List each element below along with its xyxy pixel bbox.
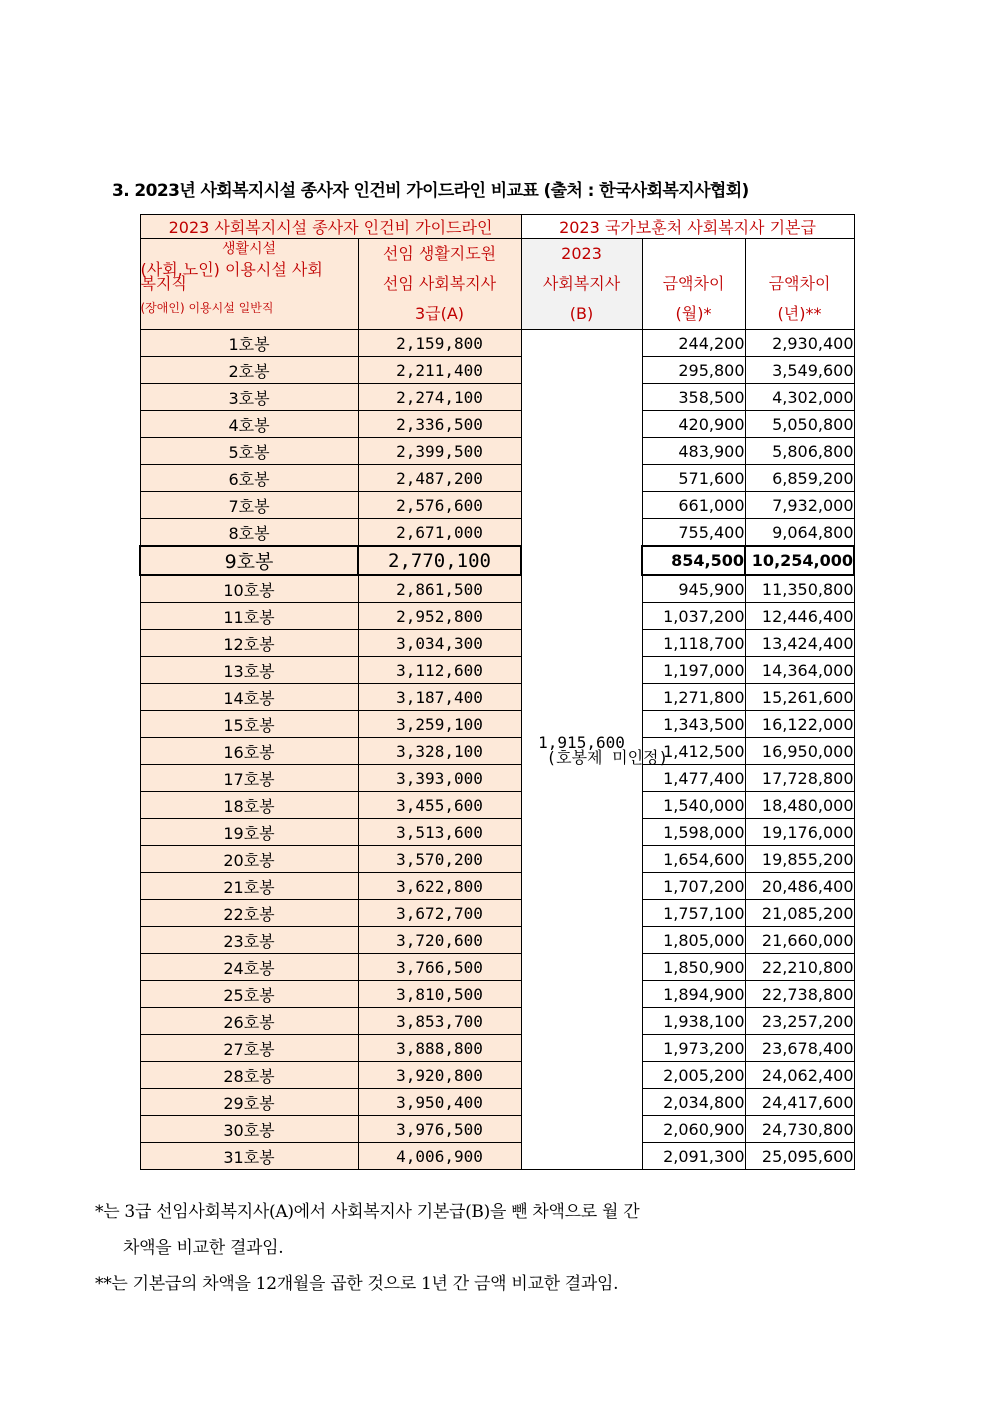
monthly-difference-cell: 2,005,200: [642, 1062, 745, 1089]
grade-a-line-1: 선임 생활지도원: [382, 244, 497, 263]
step-cell: 23호봉: [140, 927, 358, 954]
table-row: [140, 519, 854, 547]
base-salary-cell: [521, 330, 669, 1170]
step-cell: 21호봉: [140, 873, 358, 900]
step-cell: 24호봉: [140, 954, 358, 981]
monthly-difference-cell: 571,600: [642, 465, 745, 492]
grade-a-salary-cell: 2,861,500: [358, 575, 521, 603]
yearly-difference-cell: 19,855,200: [745, 846, 854, 873]
step-cell: 17호봉: [140, 765, 358, 792]
grade-a-salary-cell: 3,950,400: [358, 1089, 521, 1116]
step-cell: 26호봉: [140, 1008, 358, 1035]
yearly-difference-cell: 6,859,200: [745, 465, 854, 492]
yearly-difference-cell: 23,257,200: [745, 1008, 854, 1035]
grade-a-salary-cell: 3,622,800: [358, 873, 521, 900]
table-row: [140, 900, 854, 927]
yearly-difference-cell: 12,446,400: [745, 603, 854, 630]
monthly-difference-cell: 358,500: [642, 384, 745, 411]
base-header-line-1: 2023: [561, 244, 602, 263]
yearly-difference-cell: 21,085,200: [745, 900, 854, 927]
yearly-difference-cell: 22,210,800: [745, 954, 854, 981]
table-row: [140, 819, 854, 846]
yearly-difference-header: [745, 239, 854, 330]
base-salary-header: [521, 239, 642, 330]
table-row: [140, 492, 854, 519]
yearly-difference-cell: 21,660,000: [745, 927, 854, 954]
facility-type-header: [140, 239, 358, 330]
step-cell: 29호봉: [140, 1089, 358, 1116]
table-row: [140, 792, 854, 819]
monthly-difference-cell: 1,654,600: [642, 846, 745, 873]
yearly-difference-cell: 15,261,600: [745, 684, 854, 711]
salary-comparison-table: [139, 214, 855, 1170]
monthly-difference-cell: 1,271,800: [642, 684, 745, 711]
grade-a-salary-cell: 3,976,500: [358, 1116, 521, 1143]
monthly-difference-cell: 2,060,900: [642, 1116, 745, 1143]
yearly-difference-cell: 5,806,800: [745, 438, 854, 465]
step-cell: 18호봉: [140, 792, 358, 819]
step-cell: 10호봉: [140, 575, 358, 603]
grade-a-salary-cell: 3,034,300: [358, 630, 521, 657]
step-cell: 19호봉: [140, 819, 358, 846]
table-row: [140, 927, 854, 954]
yearly-difference-cell: 16,122,000: [745, 711, 854, 738]
senior-social-worker-header: [358, 239, 521, 330]
yearly-difference-cell: 4,302,000: [745, 384, 854, 411]
table-row: [140, 357, 854, 384]
grade-a-salary-cell: 2,399,500: [358, 438, 521, 465]
grade-a-salary-cell: 3,766,500: [358, 954, 521, 981]
yearly-difference-cell: 17,728,800: [745, 765, 854, 792]
step-cell: 13호봉: [140, 657, 358, 684]
grade-a-salary-cell: 2,274,100: [358, 384, 521, 411]
step-cell: 20호봉: [140, 846, 358, 873]
table-row: [140, 1143, 854, 1170]
grade-a-line-2: 선임 사회복지사: [382, 274, 497, 293]
grade-a-salary-cell: 3,513,600: [358, 819, 521, 846]
table-row: [140, 1035, 854, 1062]
facility-type-line-1: 생활시설: [221, 241, 277, 257]
step-cell: 25호봉: [140, 981, 358, 1008]
monthly-difference-cell: 755,400: [642, 519, 745, 547]
yearly-diff-line-2: (년)**: [777, 304, 822, 323]
monthly-difference-cell: 1,707,200: [642, 873, 745, 900]
table-row: [140, 873, 854, 900]
monthly-difference-cell: 483,900: [642, 438, 745, 465]
table-row: [140, 1062, 854, 1089]
grade-a-salary-cell: 3,112,600: [358, 657, 521, 684]
yearly-difference-cell: 16,950,000: [745, 738, 854, 765]
step-cell: 30호봉: [140, 1116, 358, 1143]
table-row: [140, 384, 854, 411]
monthly-diff-line-1: 금액차이: [662, 274, 725, 293]
monthly-difference-cell: 2,034,800: [642, 1089, 745, 1116]
monthly-difference-cell: 1,118,700: [642, 630, 745, 657]
monthly-difference-cell: 1,197,000: [642, 657, 745, 684]
monthly-difference-cell: 1,477,400: [642, 765, 745, 792]
step-cell: 14호봉: [140, 684, 358, 711]
footnote-yearly: **는 기본급의 차액을 12개월을 곱한 것으로 1년 간 금액 비교한 결과임.: [95, 1274, 619, 1294]
table-row: [140, 411, 854, 438]
monthly-difference-cell: 1,037,200: [642, 603, 745, 630]
table-row: [140, 1008, 854, 1035]
monthly-difference-cell: 1,973,200: [642, 1035, 745, 1062]
table-row: [140, 765, 854, 792]
table-row: [140, 465, 854, 492]
yearly-difference-cell: 13,424,400: [745, 630, 854, 657]
monthly-difference-cell: 1,343,500: [642, 711, 745, 738]
grade-a-salary-cell: 3,259,100: [358, 711, 521, 738]
grade-a-salary-cell: 3,393,000: [358, 765, 521, 792]
yearly-difference-cell: 10,254,000: [745, 546, 854, 575]
grade-a-salary-cell: 2,576,600: [358, 492, 521, 519]
step-cell: 12호봉: [140, 630, 358, 657]
grade-a-salary-cell: 2,952,800: [358, 603, 521, 630]
table-row: [140, 546, 854, 575]
grade-a-salary-cell: 3,328,100: [358, 738, 521, 765]
yearly-difference-cell: 9,064,800: [745, 519, 854, 547]
base-header-line-2: 사회복지사: [542, 274, 621, 293]
monthly-difference-cell: 1,850,900: [642, 954, 745, 981]
table-row: [140, 981, 854, 1008]
yearly-difference-cell: 11,350,800: [745, 575, 854, 603]
grade-a-salary-cell: 2,770,100: [358, 546, 521, 575]
table-row: [140, 603, 854, 630]
step-cell: 5호봉: [140, 438, 358, 465]
monthly-difference-cell: 1,894,900: [642, 981, 745, 1008]
yearly-difference-cell: 22,738,800: [745, 981, 854, 1008]
step-cell: 28호봉: [140, 1062, 358, 1089]
monthly-difference-cell: 1,805,000: [642, 927, 745, 954]
grade-a-salary-cell: 3,920,800: [358, 1062, 521, 1089]
grade-a-salary-cell: 2,211,400: [358, 357, 521, 384]
base-salary-note: (호봉제 미인정): [546, 747, 669, 767]
grade-a-salary-cell: 2,336,500: [358, 411, 521, 438]
grade-a-salary-cell: 3,187,400: [358, 684, 521, 711]
yearly-difference-cell: 20,486,400: [745, 873, 854, 900]
monthly-difference-cell: 244,200: [642, 330, 745, 357]
step-cell: 7호봉: [140, 492, 358, 519]
facility-type-line-3: (장애인) 이용시설 일반직: [140, 301, 274, 315]
grade-a-salary-cell: 3,888,800: [358, 1035, 521, 1062]
grade-a-salary-cell: 2,671,000: [358, 519, 521, 547]
step-cell: 2호봉: [140, 357, 358, 384]
footnote-monthly-cont: 차액을 비교한 결과임.: [123, 1238, 284, 1258]
grade-a-salary-cell: 3,853,700: [358, 1008, 521, 1035]
grade-a-salary-cell: 3,720,600: [358, 927, 521, 954]
step-cell: 11호봉: [140, 603, 358, 630]
monthly-difference-cell: 1,540,000: [642, 792, 745, 819]
grade-a-salary-cell: 4,006,900: [358, 1143, 521, 1170]
step-cell: 3호봉: [140, 384, 358, 411]
monthly-difference-cell: 1,412,500: [642, 738, 745, 765]
yearly-diff-line-1: 금액차이: [768, 274, 831, 293]
yearly-difference-cell: 25,095,600: [745, 1143, 854, 1170]
step-cell: 9호봉: [140, 546, 358, 575]
footnote-monthly: *는 3급 선임사회복지사(A)에서 사회복지사 기본급(B)을 뺀 차액으로 월 간: [95, 1202, 640, 1222]
step-cell: 22호봉: [140, 900, 358, 927]
step-cell: 15호봉: [140, 711, 358, 738]
base-salary-value: 1,915,600: [538, 732, 625, 752]
monthly-difference-cell: 1,938,100: [642, 1008, 745, 1035]
yearly-difference-cell: 2,930,400: [745, 330, 854, 357]
step-cell: 8호봉: [140, 519, 358, 547]
table-row: [140, 1116, 854, 1143]
table-row: [140, 630, 854, 657]
grade-a-salary-cell: 3,455,600: [358, 792, 521, 819]
base-header-line-3: (B): [569, 304, 594, 323]
table-row: [140, 711, 854, 738]
monthly-difference-header: [642, 239, 745, 330]
monthly-difference-cell: 945,900: [642, 575, 745, 603]
grade-a-salary-cell: 2,159,800: [358, 330, 521, 357]
monthly-difference-cell: 2,091,300: [642, 1143, 745, 1170]
grade-a-salary-cell: 3,810,500: [358, 981, 521, 1008]
yearly-difference-cell: 24,417,600: [745, 1089, 854, 1116]
yearly-difference-cell: 18,480,000: [745, 792, 854, 819]
yearly-difference-cell: 14,364,000: [745, 657, 854, 684]
yearly-difference-cell: 5,050,800: [745, 411, 854, 438]
table-row: [140, 657, 854, 684]
grade-a-line-3: 3급(A): [414, 304, 465, 323]
monthly-difference-cell: 295,800: [642, 357, 745, 384]
veterans-group-header: 2023 국가보훈처 사회복지사 기본급: [521, 215, 854, 239]
facility-type-line-2: (사회,노인) 이용시설 사회복지직: [140, 260, 323, 293]
step-cell: 16호봉: [140, 738, 358, 765]
table-row: [140, 738, 854, 765]
monthly-difference-cell: 420,900: [642, 411, 745, 438]
guideline-group-header: 2023 사회복지시설 종사자 인건비 가이드라인: [140, 215, 521, 239]
step-cell: 6호봉: [140, 465, 358, 492]
yearly-difference-cell: 24,062,400: [745, 1062, 854, 1089]
monthly-difference-cell: 854,500: [642, 546, 745, 575]
table-row: [140, 954, 854, 981]
table-row: [140, 330, 854, 357]
yearly-difference-cell: 24,730,800: [745, 1116, 854, 1143]
table-row: [140, 438, 854, 465]
monthly-diff-line-2: (월)*: [675, 304, 712, 323]
yearly-difference-cell: 23,678,400: [745, 1035, 854, 1062]
yearly-difference-cell: 19,176,000: [745, 819, 854, 846]
table-row: [140, 684, 854, 711]
step-cell: 4호봉: [140, 411, 358, 438]
grade-a-salary-cell: 3,570,200: [358, 846, 521, 873]
step-cell: 1호봉: [140, 330, 358, 357]
monthly-difference-cell: 1,757,100: [642, 900, 745, 927]
yearly-difference-cell: 3,549,600: [745, 357, 854, 384]
monthly-difference-cell: 661,000: [642, 492, 745, 519]
table-row: [140, 1089, 854, 1116]
table-row: [140, 846, 854, 873]
monthly-difference-cell: 1,598,000: [642, 819, 745, 846]
grade-a-salary-cell: 3,672,700: [358, 900, 521, 927]
page-title: 3. 2023년 사회복지시설 종사자 인건비 가이드라인 비교표 (출처 : 한국사회복지사협회): [112, 181, 749, 201]
yearly-difference-cell: 7,932,000: [745, 492, 854, 519]
table-row: [140, 575, 854, 603]
grade-a-salary-cell: 2,487,200: [358, 465, 521, 492]
step-cell: 27호봉: [140, 1035, 358, 1062]
step-cell: 31호봉: [140, 1143, 358, 1170]
